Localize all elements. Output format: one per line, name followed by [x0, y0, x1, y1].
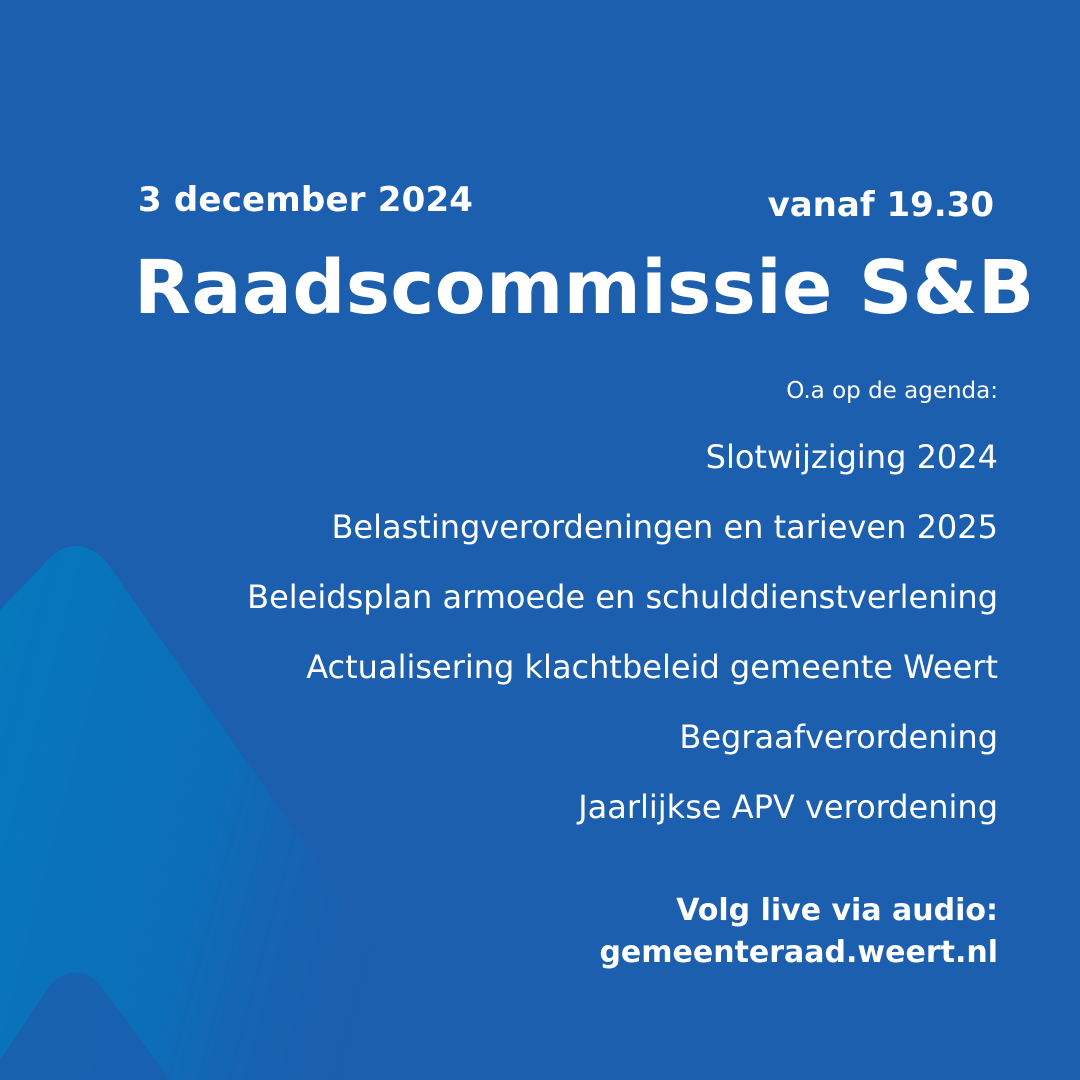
agenda-item: Begraafverordening	[679, 718, 998, 756]
follow-live-block	[599, 890, 998, 974]
agenda-list	[247, 430, 998, 850]
event-date: 3 december 2024	[138, 180, 474, 220]
follow-live-label: Volg live via audio:	[676, 893, 998, 928]
agenda-item: Beleidsplan armoede en schulddienstverlening	[247, 578, 998, 616]
agenda-item: Slotwijziging 2024	[705, 438, 998, 476]
page-title: Raadscommissie S&B	[134, 245, 1035, 331]
event-time: vanaf 19.30	[767, 185, 994, 225]
agenda-intro: O.a op de agenda:	[786, 378, 998, 404]
agenda-item: Actualisering klachtbeleid gemeente Weert	[306, 648, 998, 686]
follow-live-url: gemeenteraad.weert.nl	[599, 935, 998, 970]
agenda-item: Jaarlijkse APV verordening	[578, 788, 998, 826]
agenda-item: Belastingverordeningen en tarieven 2025	[331, 508, 998, 546]
